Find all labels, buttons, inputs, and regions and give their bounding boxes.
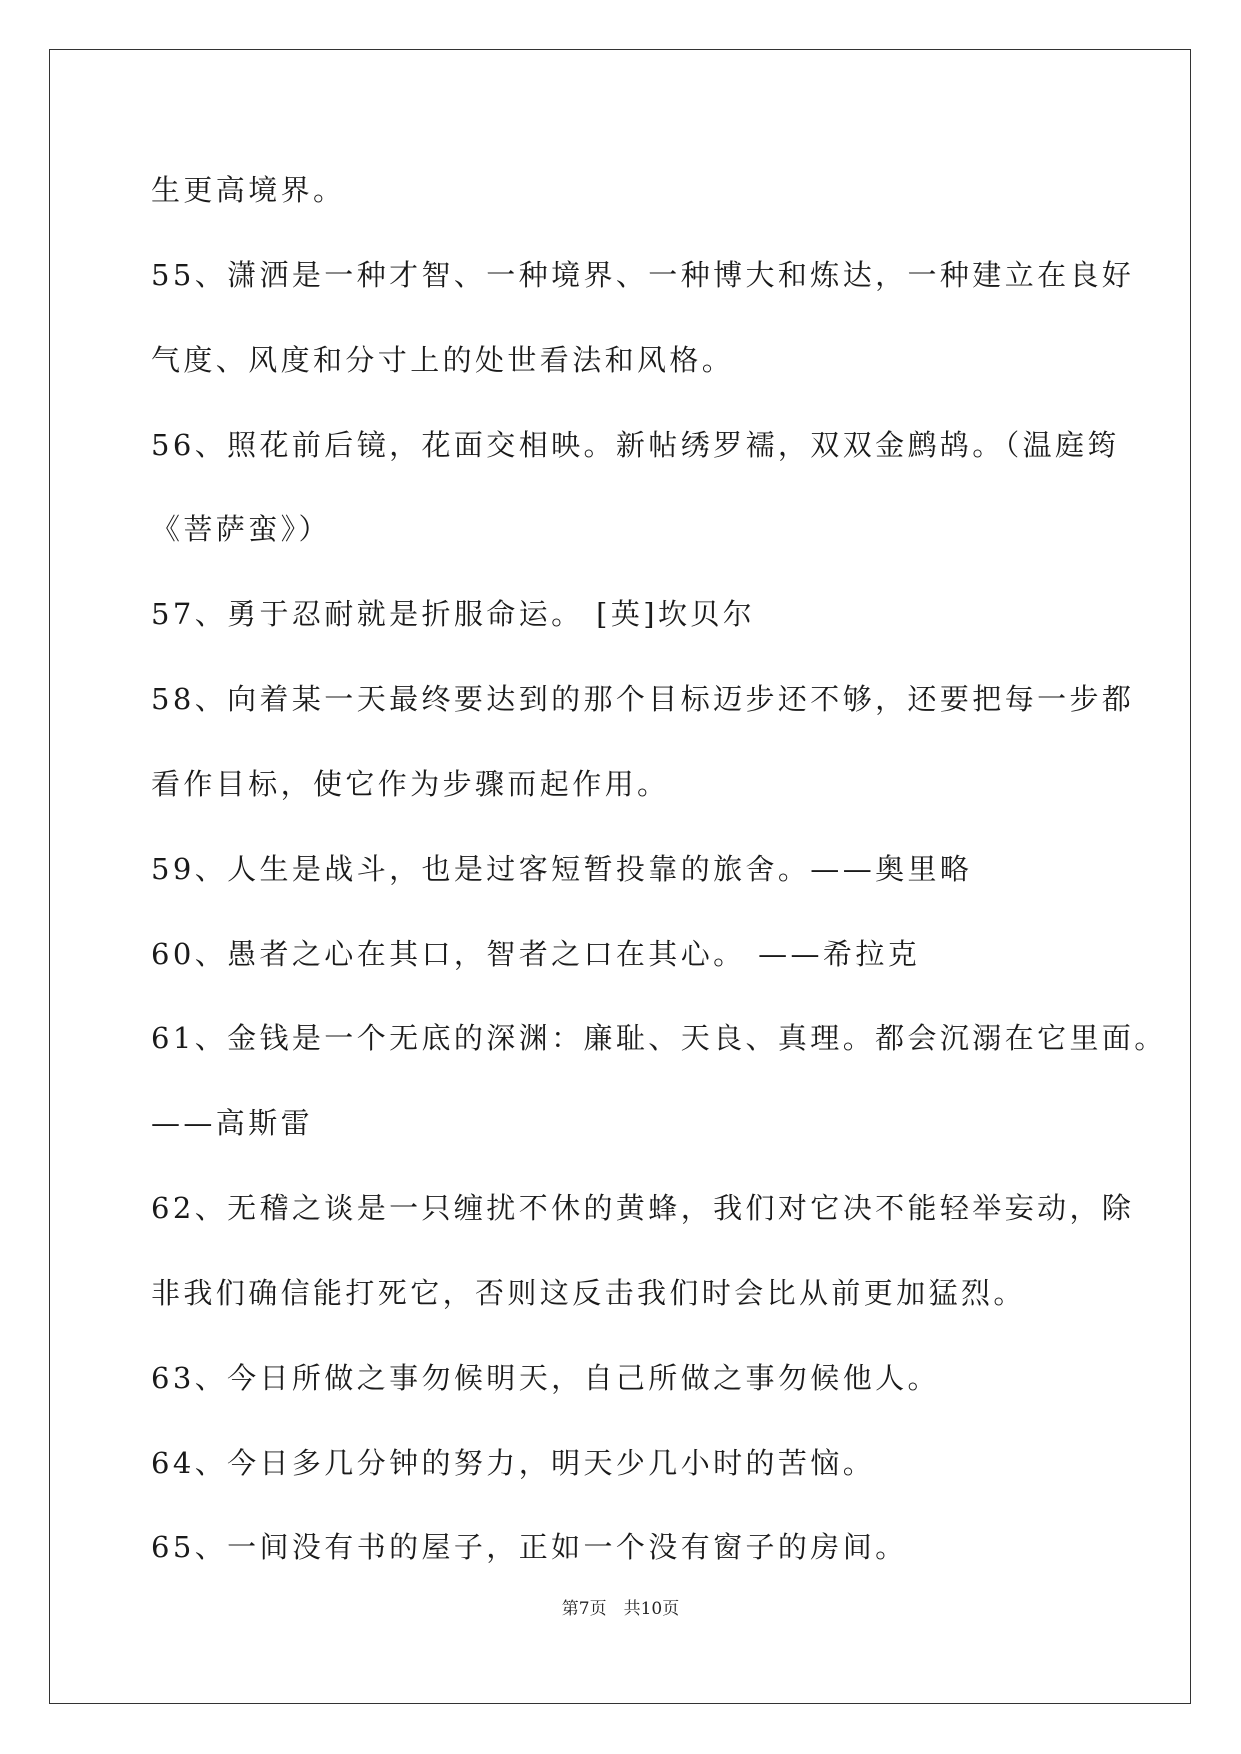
text-line: 《菩萨蛮》） xyxy=(151,512,331,546)
text-line: 59、人生是战斗，也是过客短暂投靠的旅舍。——奥里略 xyxy=(151,852,973,886)
text-line: 57、勇于忍耐就是折服命运。 [英]坎贝尔 xyxy=(151,597,756,631)
text-line: 63、今日所做之事勿候明天，自己所做之事勿候他人。 xyxy=(151,1361,940,1395)
text-line: 气度、风度和分寸上的处世看法和风格。 xyxy=(151,343,735,377)
text-line: ——高斯雷 xyxy=(151,1106,314,1140)
text-line: 58、向着某一天最终要达到的那个目标迈步还不够，还要把每一步都 xyxy=(151,682,1135,716)
text-line: 生更高境界。 xyxy=(151,173,346,207)
page-number-footer: 第7页 共10页 xyxy=(561,1599,680,1619)
text-line: 非我们确信能打死它，否则这反击我们时会比从前更加猛烈。 xyxy=(151,1276,1026,1310)
text-line: 看作目标，使它作为步骤而起作用。 xyxy=(151,767,670,801)
text-line: 62、无稽之谈是一只缠扰不休的黄蜂，我们对它决不能轻举妄动，除 xyxy=(151,1191,1135,1225)
text-line: 60、愚者之心在其口，智者之口在其心。 ——希拉克 xyxy=(151,937,921,971)
text-line: 64、今日多几分钟的努力，明天少几小时的苦恼。 xyxy=(151,1446,876,1480)
text-line: 65、一间没有书的屋子，正如一个没有窗子的房间。 xyxy=(151,1530,908,1564)
text-line: 56、照花前后镜，花面交相映。新帖绣罗襦，双双金鹧鸪。（温庭筠 xyxy=(151,428,1120,462)
text-line: 61、金钱是一个无底的深渊：廉耻、天良、真理。都会沉溺在它里面。 xyxy=(151,1021,1167,1055)
text-line: 55、潇洒是一种才智、一种境界、一种博大和炼达，一种建立在良好 xyxy=(151,258,1135,292)
